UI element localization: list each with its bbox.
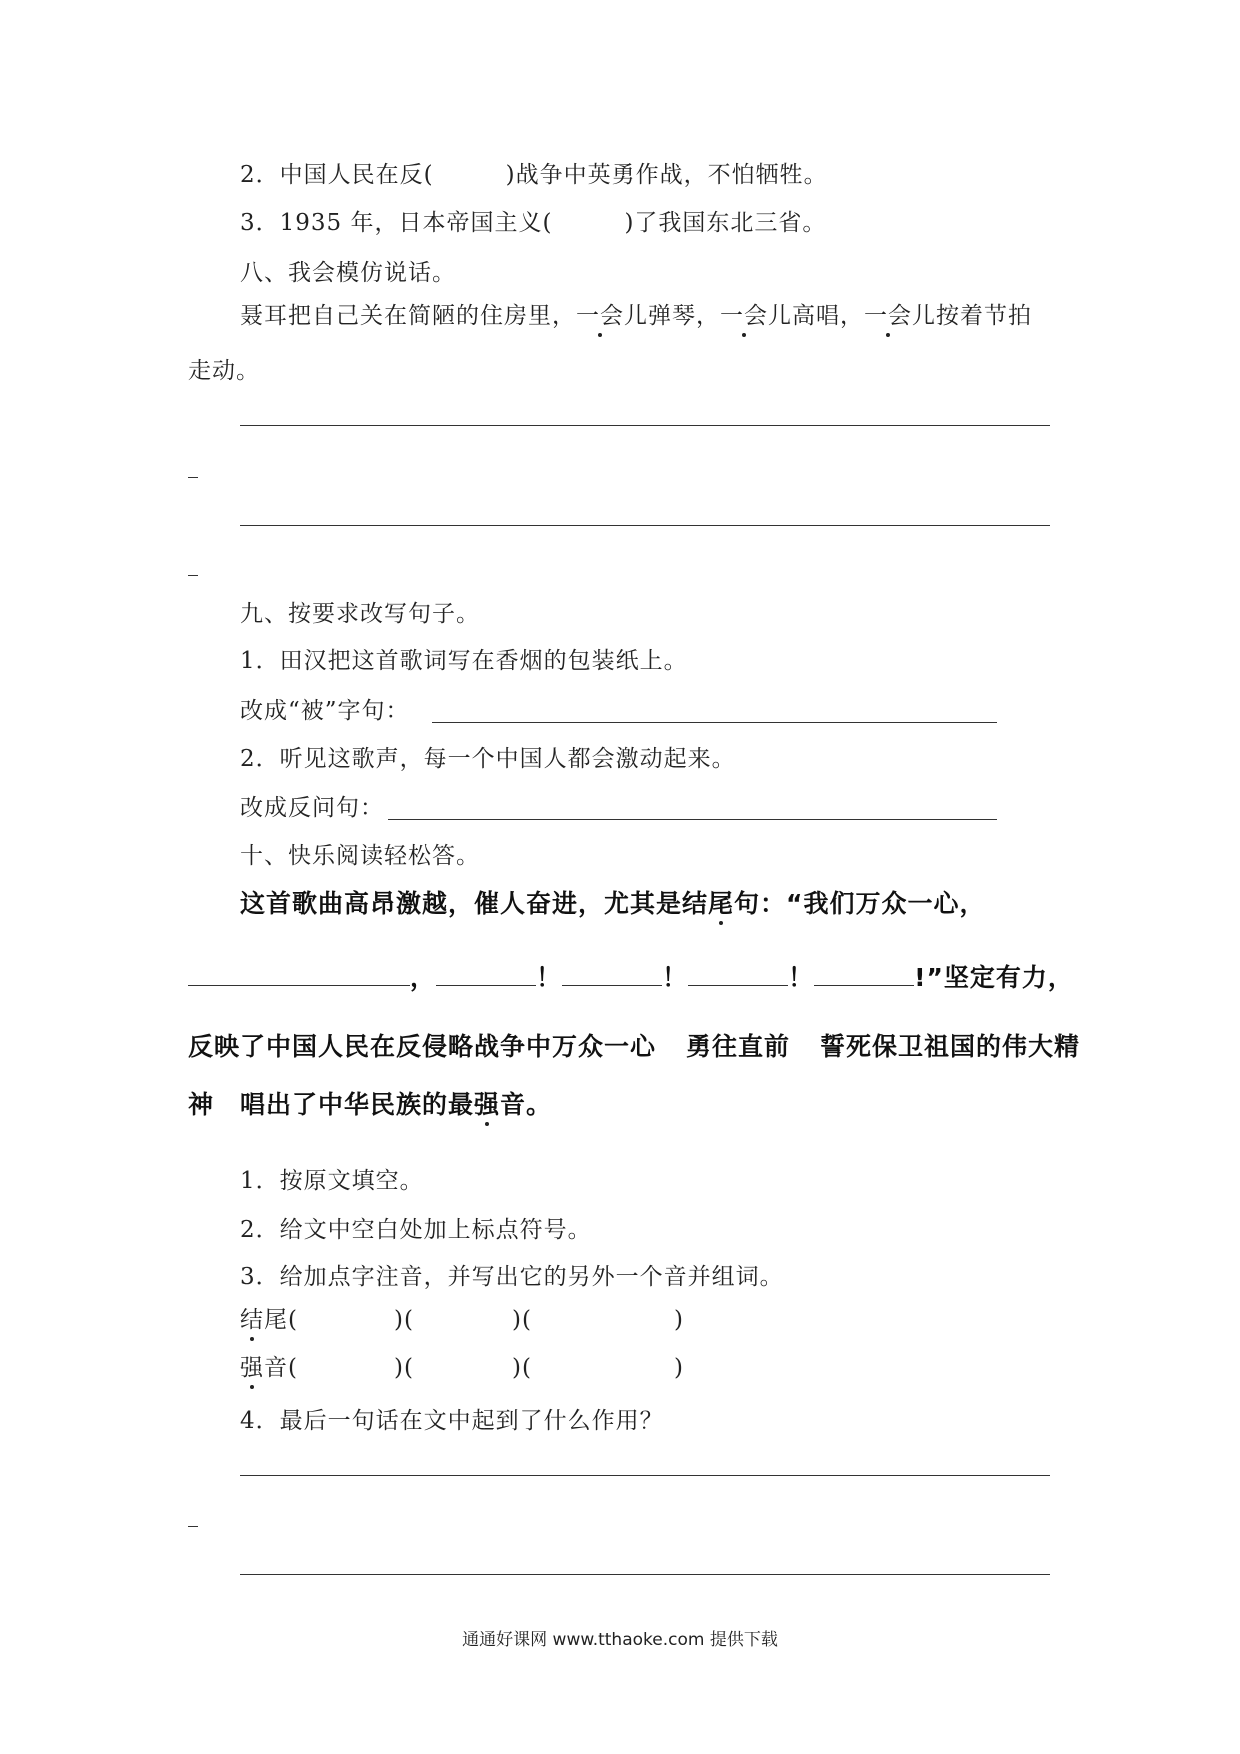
passage-text: 这首歌曲高昂激越，催人奋进，尤其是结 bbox=[240, 889, 709, 918]
passage-line-4 bbox=[188, 1092, 552, 1117]
answer-line[interactable] bbox=[240, 1475, 1050, 1476]
rewrite-bei-answer-line[interactable] bbox=[432, 722, 997, 723]
emphasis-word: 一会 bbox=[720, 303, 768, 329]
section-9-heading: 九、按要求改写句子。 bbox=[240, 601, 480, 627]
passage-line-1 bbox=[240, 891, 985, 916]
pinyin-row-qiangyin bbox=[240, 1357, 298, 1380]
dotted-char: 尾 bbox=[708, 889, 735, 918]
passage-text: 勇往直前 bbox=[686, 1032, 791, 1061]
reading-question-2: 2．给文中空白处加上标点符号。 bbox=[240, 1217, 592, 1243]
rewrite-question-answer-line[interactable] bbox=[388, 819, 997, 820]
emphasis-word: 一会 bbox=[576, 303, 624, 329]
imitation-sentence-end: 走动。 bbox=[188, 358, 260, 384]
answer-line-tail bbox=[188, 477, 198, 478]
reading-question-4: 4．最后一句话在文中起到了什么作用？ bbox=[240, 1408, 664, 1434]
paren-separator: )( bbox=[512, 1355, 532, 1381]
passage-text: 唱出了中华民族的最 bbox=[240, 1090, 475, 1119]
passage-punct: ！ bbox=[662, 963, 689, 992]
sentence-part: 儿高唱， bbox=[768, 303, 864, 329]
row-text: 音( bbox=[264, 1355, 298, 1381]
sentence-part: 儿按着节拍 bbox=[912, 303, 1032, 329]
section-10-heading: 十、快乐阅读轻松答。 bbox=[240, 843, 480, 869]
passage-text: !”坚定有力， bbox=[914, 963, 1074, 992]
paren-separator: )( bbox=[512, 1307, 532, 1333]
sentence-part: 儿弹琴， bbox=[624, 303, 720, 329]
question-9-2: 2．听见这歌声，每一个中国人都会激动起来。 bbox=[240, 746, 736, 772]
rewrite-bei-label: 改成“被”字句： bbox=[240, 698, 410, 724]
passage-punct: ， bbox=[410, 963, 437, 992]
dotted-char: 强 bbox=[474, 1090, 501, 1119]
footer-watermark: 通通好课网 www.tthaoke.com 提供下载 bbox=[462, 1630, 778, 1650]
fill-blank[interactable] bbox=[688, 984, 788, 986]
dotted-char: 结 bbox=[240, 1307, 264, 1333]
passage-punct: ！ bbox=[788, 963, 815, 992]
paren-close: ) bbox=[674, 1355, 684, 1381]
question-9-1: 1．田汉把这首歌词写在香烟的包装纸上。 bbox=[240, 648, 688, 674]
answer-line[interactable] bbox=[240, 425, 1050, 426]
imitation-sentence bbox=[240, 305, 1032, 328]
question-7-2: 2．中国人民在反( )战争中英勇作战，不怕牺牲。 bbox=[240, 162, 828, 188]
fill-blank[interactable] bbox=[436, 984, 536, 986]
answer-line-tail bbox=[188, 1526, 198, 1527]
rewrite-question-label: 改成反问句： bbox=[240, 795, 384, 821]
passage-text: 音。 bbox=[500, 1090, 553, 1119]
passage-text: 誓死保卫祖国的伟大精 bbox=[820, 1032, 1081, 1061]
answer-line-tail bbox=[188, 575, 198, 576]
reading-question-1: 1．按原文填空。 bbox=[240, 1168, 424, 1194]
pinyin-row-jiewei bbox=[240, 1309, 298, 1332]
passage-text: 神 bbox=[188, 1090, 215, 1119]
emphasis-word: 一会 bbox=[864, 303, 912, 329]
dotted-char: 强 bbox=[240, 1355, 264, 1381]
passage-line-3 bbox=[188, 1034, 1080, 1059]
fill-blank[interactable] bbox=[188, 984, 410, 986]
answer-line[interactable] bbox=[240, 525, 1050, 526]
passage-text: 反映了中国人民在反侵略战争中万众一心 bbox=[188, 1032, 657, 1061]
fill-blank[interactable] bbox=[814, 984, 914, 986]
paren-close: ) bbox=[674, 1307, 684, 1333]
row-text: 尾( bbox=[264, 1307, 298, 1333]
paren-separator: )( bbox=[394, 1307, 414, 1333]
section-8-heading: 八、我会模仿说话。 bbox=[240, 260, 456, 286]
answer-line[interactable] bbox=[240, 1574, 1050, 1575]
passage-line-2 bbox=[188, 965, 1074, 990]
fill-blank[interactable] bbox=[562, 984, 662, 986]
paren-separator: )( bbox=[394, 1355, 414, 1381]
reading-question-3: 3．给加点字注音，并写出它的另外一个音并组词。 bbox=[240, 1264, 784, 1290]
passage-text: 句：“我们万众一心， bbox=[734, 889, 986, 918]
passage-punct: ！ bbox=[536, 963, 563, 992]
sentence-part: 聂耳把自己关在简陋的住房里， bbox=[240, 303, 576, 329]
question-7-3: 3．1935 年，日本帝国主义( )了我国东北三省。 bbox=[240, 210, 827, 236]
